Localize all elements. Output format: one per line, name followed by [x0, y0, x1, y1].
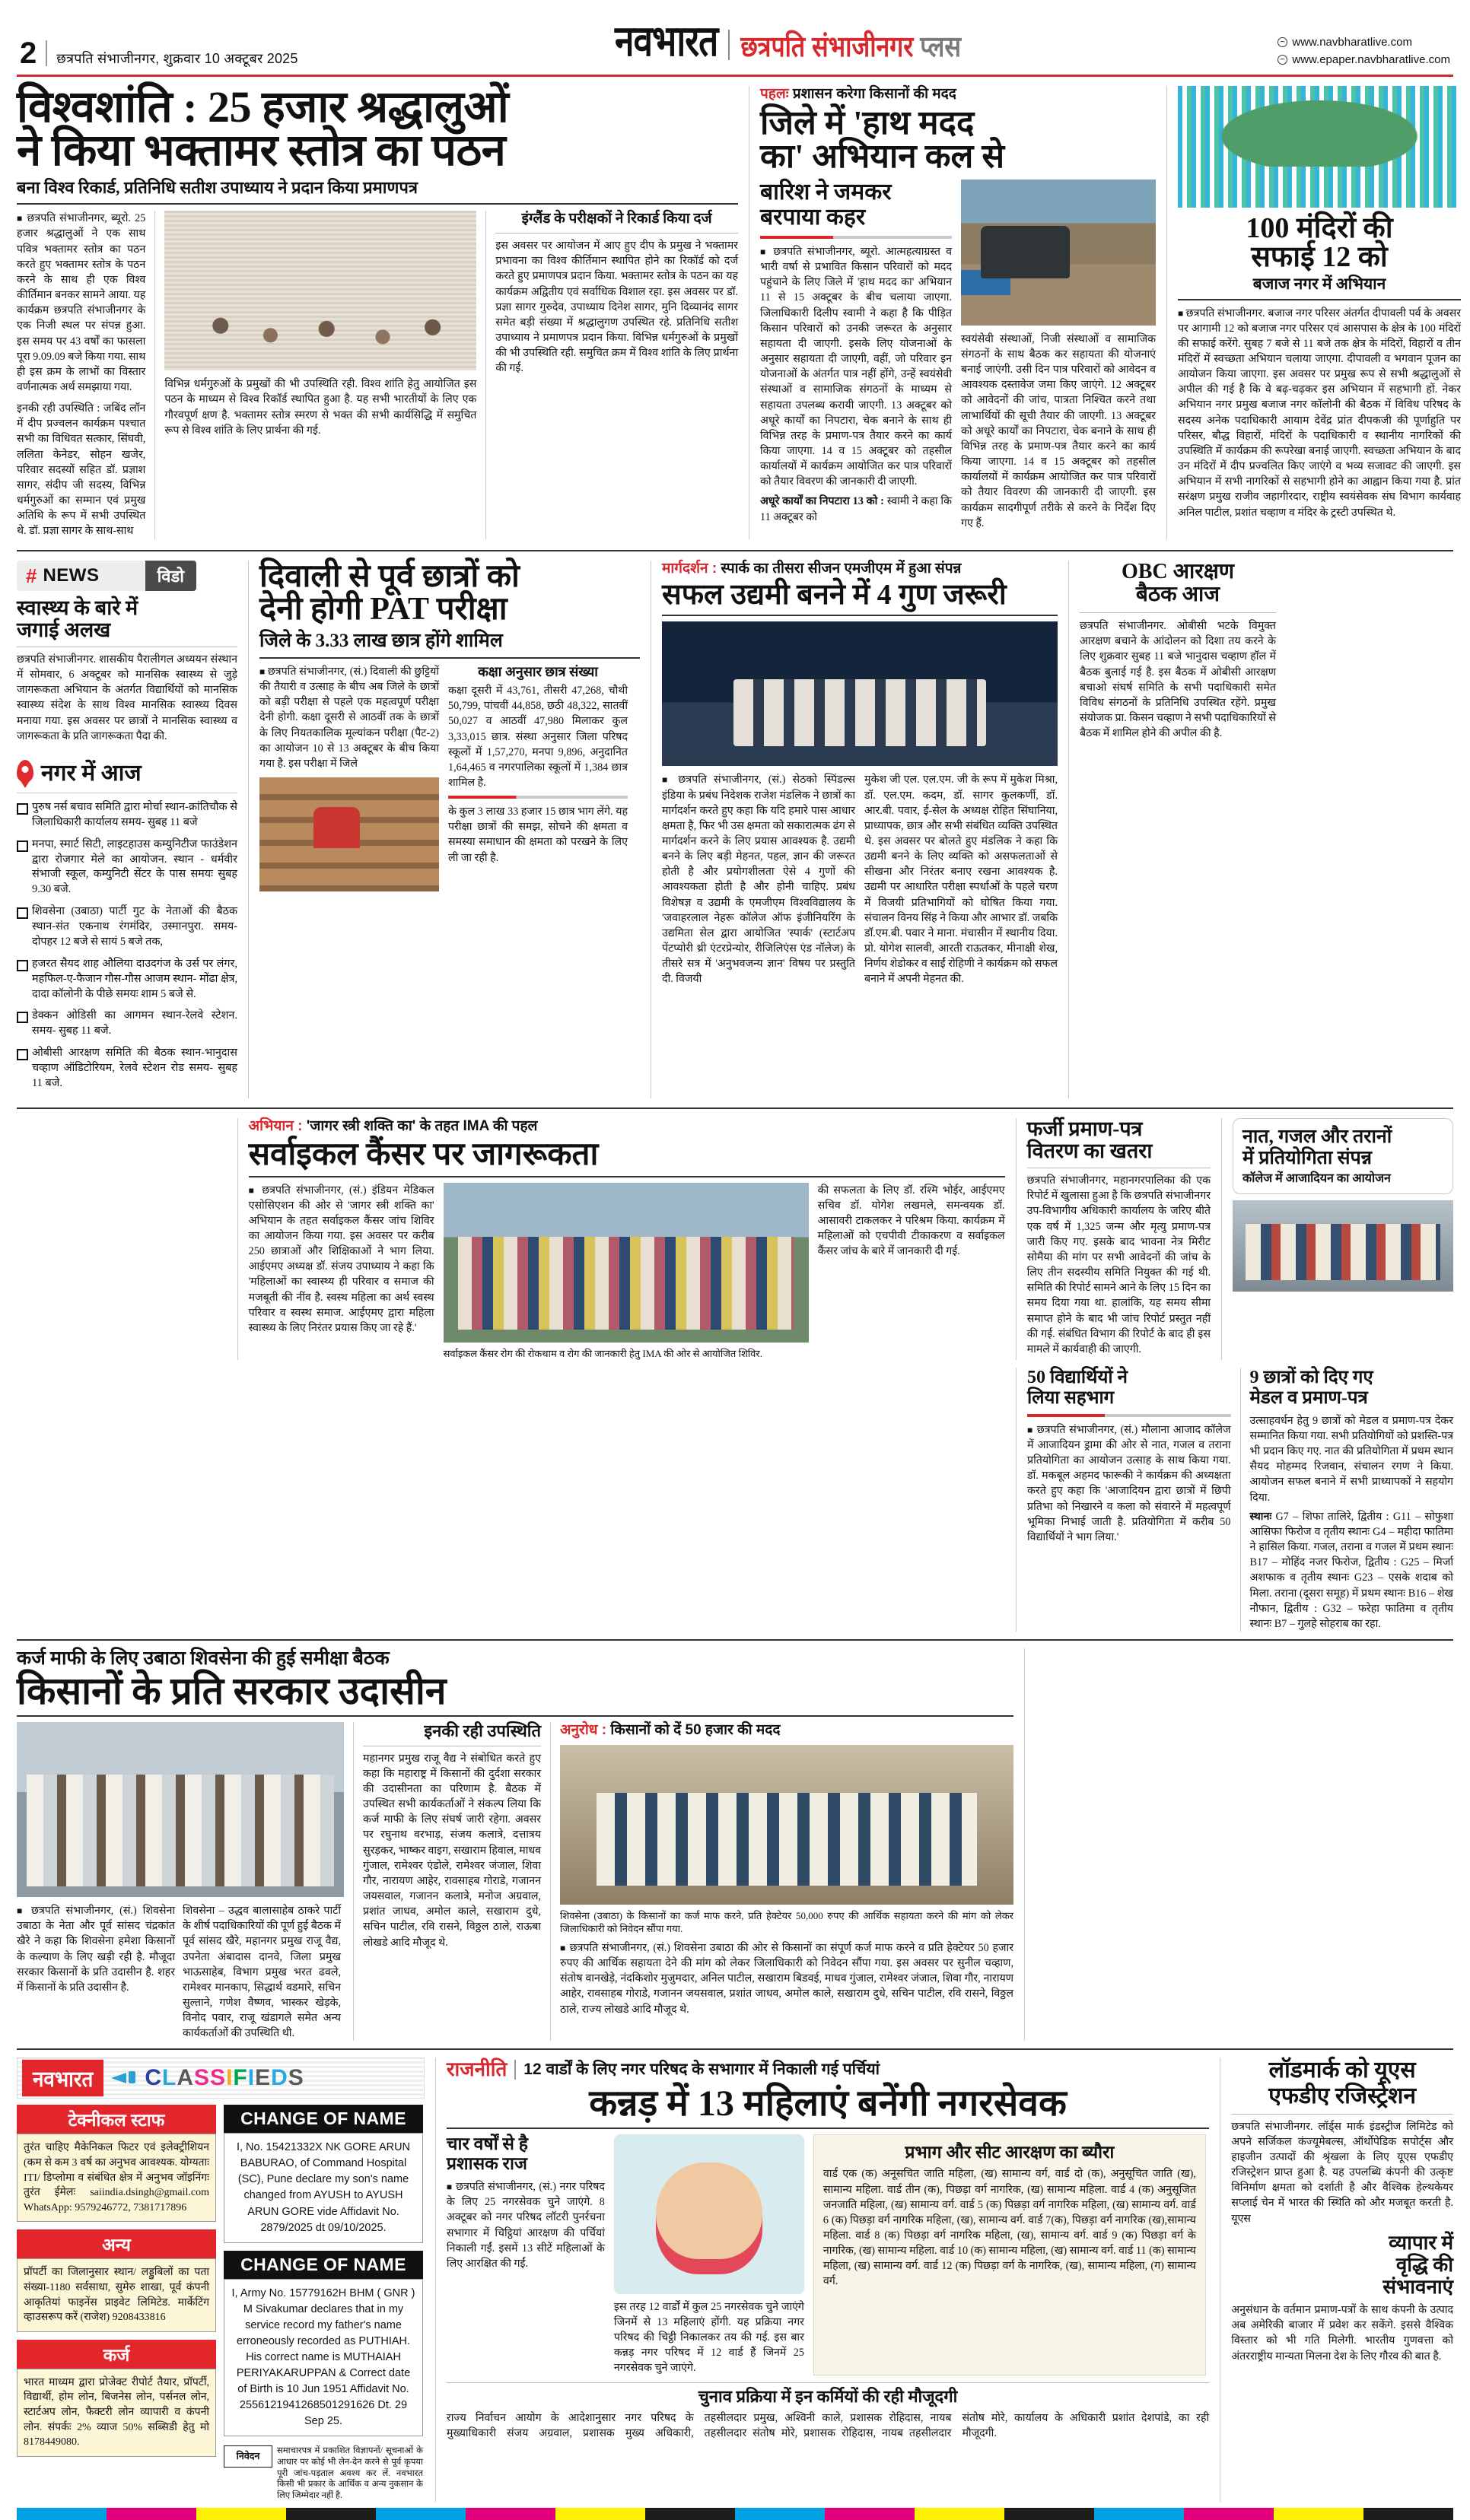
ima-photo-block: [444, 1183, 809, 1361]
pat-story: [259, 558, 640, 1098]
lead-story: [17, 82, 738, 539]
masthead-websites: [1278, 33, 1450, 69]
pat-col-1: [259, 664, 439, 898]
farmer-photo-block: [17, 1722, 344, 2041]
hand-help-bold-lead: अधूरे कार्यों का निपटारा 13 को :: [760, 495, 884, 508]
naat-photo: [1233, 1200, 1453, 1292]
obc-body: छत्रपति संभाजीनगर. ओबीसी भटके विमुक्त आरक्षण बचाने के आंदोलन को दिशा तय करने के लिए शुक्रवार सुबह 11 बजे भानुदास चव्हाण हॉल में बैठक बुलाई गई है. इस बैठक में ओबीसी आरक्षण बचाओ संघर्ष समिति के सभी पदाधिकारी समेत विविध संगठनों के प्रतिनिधि उपस्थित रहेंगे. प्रमुख संयोजक प्रा. किसन चव्हाण ने सभी पदाधिकारियों से बैठक में शामिल होने की अपील की है.: [1080, 620, 1276, 740]
tech-staff-body: तुरंत चाहिए मैकेनिकल फिटर एवं इलेक्ट्रीशियन (कम से कम 3 वर्ष का अनुभव आवश्यक. योग्यताः ITI/ डिप्लोमा व संबंधित क्षेत्र में अनुभव जॉइनिंगः तुरंत ईमेलः saiindia.dsingh@gmail.com WhatsApp: 9579246772, 7381717896: [17, 2134, 216, 2222]
temple-headline-line1: 100 मंदिरों की: [1246, 212, 1393, 244]
other-body: प्रॉपर्टी का जिलानुसार स्थान/ लड्डुबिलों का पता संख्या-1180 सर्वसाधा, सुमेरु शाखा, पूर्व कंपनी आकृतियां फाइनेंस प्राइवेट लिमिटेड. मार्केटिंग व्हाउसरूप करें (राजेश) 9208433816: [17, 2258, 216, 2331]
politics-kicker-text: 12 वार्डों के लिए नगर परिषद के सभागार में निकाली गई पर्चियां: [523, 2061, 880, 2079]
classifieds-section: [17, 2058, 425, 2502]
edition-plus: प्लस: [920, 30, 962, 63]
ward-box-title: प्रभाग और सीट आरक्षण का ब्यौरा: [905, 2142, 1115, 2162]
list-item: ओबीसी आरक्षण समिति की बैठक स्थान-भानुदास चव्हाण ऑडिटोरियम, रेलवे स्टेशन रोड समय- सुबह 11 बजे.: [17, 1046, 237, 1092]
naat-left-body: ■ छत्रपति संभाजीनगर, (सं.) मौलाना आजाद कॉलेज में आजादियन ड्रामा की ओर से नात, गजल व तराना प्रतियोगिता का आयोजन उत्साह के साथ किया गया. डॉ. मकबूल अहमद फारूकी ने कार्यक्रम की अध्यक्षता करते हुए कहा कि 'आजादियन द्वारा छात्रों में छिपी प्रतिभा को निखारने व कला को संवारने में महत्वपूर्ण भूमिका निभाई जाती है. प्रतियोगिता में करीब 50 विद्यार्थियों ने भाग लिया.': [1027, 1422, 1231, 1545]
today-header: [17, 756, 237, 787]
exam-photo: [259, 777, 439, 891]
health-body: छत्रपति संभाजीनगर. शासकीय पैरालीगल अध्ययन संस्थान में सोमवार, 6 अक्टूबर को मानसिक स्वास्थ्य से जुड़े जागरूकता अभियान के अंतर्गत विद्यार्थियों को मानसिक स्वास्थ्य संदेश के साथ विश्व मानसिक स्वास्थ्य दिवस मनाया गया. इस अवसर पर छात्रों ने मानसिक स्वास्थ्य व जागरूकता के प्रति जागरूकता पैदा की.: [17, 653, 237, 742]
fake-cert-body: छत्रपति संभाजीनगर, महानगरपालिका की एक रिपोर्ट में खुलासा हुआ है कि छत्रपति संभाजीनगर उप-विभागीय अधिकारी कार्यालय के जरिए बीते एक वर्ष में 1,325 जन्म और मृत्यु प्रमाण-पत्र जारी किए गए. इसके बाद भावना नेत्र मिरीट सोमैया की मांग पर सभी आवेदनों की जांच के लिए तीन सदस्यीय समिति नियुक्त की गई थी. समिति की रिपोर्ट सामने आने के लिए 15 दिन का समय दिया गया था. हालांकि, यह समय सीमा समाप्त होने के बाद भी जांच रिपोर्ट प्रस्तुत नहीं की गई. संबंधित विभाग की रिपोर्ट के बाद ही इस मामले में कार्यवाही की जाएगी.: [1026, 1174, 1211, 1355]
temple-story: [1178, 86, 1461, 539]
lead-photo: [164, 211, 476, 370]
naat-left: [1027, 1368, 1231, 1632]
politics-col1: ■ छत्रपति संभाजीनगर, (सं.) नगर परिषद के लिए 25 नगरसेवक चुने जाएंगे. 8 अक्टूबर को नगर परिषद लॉटरी पुनर्रचना सभागार में चिट्ठियां आरक्षण की पर्चियां निकाली गईं. इसमें 13 सीटें महिलाओं के लिए आरक्षित की गईं.: [447, 2179, 605, 2271]
website-main: www.navbharatlive.com: [1292, 35, 1412, 49]
news-video-badge[interactable]: [17, 561, 196, 591]
pat-col2-tail: के कुल 3 लाख 33 हजार 15 छात्र भाग लेंगे. यह परीक्षा छात्रों की समझ, सोचने की क्षमता व समस्या समाधान की क्षमता को परखने के लिए ली जा रही है.: [448, 806, 628, 864]
naat-results-body: G7 – शिफा तालिरे, द्वितीय : G11 – सोफुशा आसिफा फिरोज व तृतीय स्थानः G4 – महीदा फातिमा ने हासिल किया. गजल, तराना व गजल में प्रथम स्थानः B17 – मोहिंद नजर फिरोज, द्वितीय : G25 – मिर्जा अशफाक व तृतीय स्थानः G23 – एसके शदाब को मिला. तराना (दूसरा समूह) में प्रथम स्थानः B16 – शेख नौफान, द्वितीय : G32 – फरेहा फातिमा व तृतीय स्थानः B7 – गुलहे सोहराब का रहा.: [1249, 1510, 1453, 1630]
landmark-headline: लॉडमार्क को यूएस एफडीए रजिस्ट्रेशन: [1268, 2058, 1416, 2109]
ima-kicker-tag: अभियान :: [248, 1117, 303, 1134]
ima-col2: की सफलता के लिए डॉ. रश्मि भोईर, आईएमए सचिव डॉ. योगेश लखमले, समन्वयक डॉ. आसावरी टाकलकर ने परिश्रम किया. कार्यक्रम में महिलाओं को एचपीवी टीकाकरण व सर्वाइकल कैंसर जांच के बारे में जानकारी दी गई.: [817, 1184, 1005, 1258]
bottom-band: [17, 2058, 1453, 2502]
masthead-divider: [46, 40, 47, 66]
lead-subhead: बना विश्व रिकार्ड, प्रतिनिधि सतीश उपाध्याय ने प्रदान किया प्रमाणपत्र: [17, 177, 418, 197]
hand-help-kicker: [760, 86, 1156, 103]
loan-body: भारत माध्यम द्वारा प्रोजेक्ट रीपोर्ट तैयार, प्रॉपर्टी, विद्यार्थी, होम लोन, बिजनेस लोन, पर्सनल लोन, स्टार्टअप लोन, फैक्टरी लोन व्यापारी व कंपनी लोन. संपर्कः 2% व्याज 50% सब्सिडी हेतु मो 8178449080.: [17, 2369, 216, 2457]
globe-icon: [1278, 37, 1287, 47]
farmer-meeting-photo: [17, 1722, 344, 1897]
page-number: 2: [20, 37, 37, 70]
lead-photo-block: [164, 211, 476, 539]
politics-headline: कन्नड़ में 13 महिलाएं बनेंगी नगरसेवक: [589, 2083, 1067, 2124]
health-headline: स्वास्थ्य के बारे में जगाई अलख: [17, 596, 138, 642]
fake-cert-headline: फर्जी प्रमाण-पत्र वितरण का खतरा: [1026, 1117, 1153, 1163]
margdarshan-col1: ■ छत्रपति संभाजीनगर, (सं.) सेठको स्पिंडल्स इंडिया के प्रबंध निदेशक राजेश मंडलिक ने छात्रों का मार्गदर्शन करते हुए कहा कि यदि हमारे पास आधार क्षमता है, फिर भी उस क्षमता को सकारात्मक ढंग से मार्गदर्शन करने के लिए प्रयास आवश्यक है. उद्यमी बनने के लिए बड़ी मेहनत, पहल, ज्ञान की जरूरत होती है और प्रयोगशीलता ऐसे 4 गुणों की आवश्यकता होती है और होनी चाहिए. प्रबंध विशेषज्ञ व उद्यमी के एमजीएम विश्वविद्यालय के 'जवाहरलाल नेहरू कॉलेज ऑफ इंजीनियरिंग के उद्यमिता सेल द्वारा आयोजित 'स्पार्क' (स्टार्टअप पेंटप्योरी थ्री एंटरप्रेन्योर, रीजिलिएंस एंड नॉलेज) के तीसरे सत्र में 'अनुभवजन्य ज्ञान' विषय पर प्रस्तुति दी. विजयी: [662, 772, 855, 987]
hand-help-col1: ■ छत्रपति संभाजीनगर, ब्यूरो. आत्महत्याग्रस्त व भारी वर्षा से प्रभावित किसान परिवारों को मदद पहुंचाने के लिए जिले में 'हाथ मदद का' अभियान 11 से 15 अक्टूबर के बीच चलाया जाएगा. जिलाधिकारी दिलीप स्वामी ने कहा है कि पीड़ित किसान परिवारों को उनकी जरूरत के अनुसार सहायता दी जाएगी. इसके लिए योजनाओं के अनुसार सहायता दी जाएगी, वहीं, जो परिवार इन योजनाओं के अंतर्गत पात्र नहीं होंगे, उन्हें स्वयंसेवी संस्थाओं व सामाजिक संगठनों के माध्यम से सहायता उपलब्ध करायी जाएगी. 13 अक्टूबर को अधूरे कार्यों का निपटारा, चेक बनाने के साथ ही विभिन्न तरह के प्रमाण-पत्र तैयार करने का कार्य किया जाएगा. 14 व 15 अक्टूबर को तहसील कार्यालयों में कार्यक्रम आयोजित कर पात्र परिवारों को तैयार विवरण की जानकारी दी जाएगी.: [760, 244, 952, 490]
farmer-col1: ■ छत्रपति संभाजीनगर, (सं.) शिवसेना उबाठा के नेता और पूर्व सांसद चंद्रकांत खैरे ने कहा कि शिवसेना हमेशा किसानों के कल्याण के लिए खड़ी रही है. मौजूदा सरकार किसानों के प्रति उदासीन है. शहर में किसानों के प्रति उदासीन है.: [17, 1903, 175, 2041]
masthead: [17, 14, 1453, 72]
notice-head: निवेदन: [224, 2445, 272, 2468]
second-band: [17, 558, 1453, 1098]
news-badge-left: [17, 561, 145, 591]
pat-col-2: [448, 664, 628, 898]
change-of-name-head-1: CHANGE OF NAME: [224, 2105, 423, 2133]
politics-footer-head: चुनाव प्रक्रिया में इन कर्मियों की रही मौजूदगी: [698, 2387, 958, 2407]
temple-body: ■ छत्रपति संभाजीनगर. बजाज नगर परिसर अंतर्गत दीपावली पर्व के अवसर पर आगामी 12 को बजाज नगर परिसर एवं आसपास के क्षेत्र के 100 मंदिरों की सफाई करेंगे. सुबह 7 बजे से 11 बजे तक क्षेत्र के मंदिरों, विहारों व तीन मंदिरों में स्वच्छता अभियान चलाया जाएगा. दीपावली व भगवान पूजन का आयोजन किया जाएगा. इस अवसर पर प्रमुख रूप से सभी श्रद्धालुओं से अपील की गई है कि वे बढ़-चढ़कर इस अभियान में सहभागी हों. नेकर अभियान नगर प्रमुख बजाज नगर कॉलोनी की बैठक में विविध परिषद के सदस्य अनेक पदाधिकारी आयाम देवेंद्र प्रांत दीपकजी की पूर्णाहुति पर परिसर, बौद्ध विहारों, मंदिरों के पदाधिकारी व स्थानीय नागरिकों की उपस्थिति में कार्यक्रम की रूपरेखा बनाई जाएगी. स्वच्छता अभियान के बाद उन मंदिरों में दीप प्रज्वलित किए जाएंगे व भव्य सजावट की जाएगी. इस अभियान में सभी नागरिकों से सहभागी होने का आह्वान किया गया है. प्रांत सरंक्षण प्रमुख राजीव जहागीरदार, राष्ट्रीय स्वयंसेवक संघ विभाग कार्यवाह अनिल पाटील, प्रशांत चव्हाण व मंदिर के ट्रस्टी उपस्थित थे.: [1178, 306, 1461, 520]
hand-help-col1-tail: स्वामी ने कहा कि 11 अक्टूबर को: [760, 495, 952, 523]
naat-headline: नात, गजल और तरानों में प्रतियोगिता संपन्न: [1242, 1126, 1392, 1168]
brand-logo: नवभारत: [614, 16, 718, 65]
website-epaper: www.epaper.navbharatlive.com: [1292, 52, 1450, 66]
classifieds-col-2: [224, 2105, 423, 2502]
naat-left-headline: 50 विद्यार्थियों ने लिया सहभाग: [1027, 1368, 1128, 1408]
loan-head: कर्ज: [17, 2340, 216, 2369]
hand-help-kicker-tag: पहलः: [760, 86, 789, 102]
dateline: छत्रपति संभाजीनगर, शुक्रवार 10 अक्टूबर 2025: [56, 51, 298, 66]
naat-box: [1233, 1118, 1453, 1194]
ima-caption: सर्वाइकल कैंसर रोग की रोकथाम व रोग की जानकारी हेतु IMA की ओर से आयोजित शिविर.: [443, 1347, 762, 1359]
landmark-body: छत्रपति संभाजीनगर. लॉर्ड्स मार्क इंडस्ट्रीज लिमिटेड को अपने सर्जिकल कंज्यूमेबल्स, ऑर्थोपेडिक सपोर्ट्स और हाइजीन उत्पादों की श्रृंखला के लिए यूएस एफडीए रजिस्ट्रेशन प्राप्त हुआ है. यह उपलब्धि कंपनी की उत्कृष्ट विनिर्माण क्षमता को दर्शाती है और वैश्विक हेल्थकेयर सप्लाई चेन में भारत की स्थिति को और मजबूत करती है. यूएस: [1231, 2120, 1453, 2225]
stage-photo: [662, 621, 1058, 766]
margdarshan-story: [662, 561, 1058, 1098]
temple-subhead: बजाज नगर में अभियान: [1252, 275, 1386, 293]
ima-group-photo: [444, 1183, 809, 1343]
change-of-name-body-2: I, Army No. 15779162H BHM ( GNR ) M Sivakumar declares that in my service record my father's name erroneously recorded as PUTHIAH. His correct name is MUTHAIAH PERIYAKARUPPAN & Correct date of Birth is 10 Jun 1951 Affidavit No. 2556121941268501291626 Dt. 29 Sep 25.: [224, 2279, 423, 2436]
change-of-name-body-1: I, No. 15421332X NK GORE ARUN BABURAO, of Command Hospital (SC), Pune declare my son's name changed from AYUSH to AYUSH ARUN GORE vide Affidavit No. 2879/2025 dt 09/10/2025.: [224, 2133, 423, 2242]
request-kicker-text: किसानों को दें 50 हजार की मदद: [610, 1722, 781, 1739]
farmer-kicker: कर्ज माफी के लिए उबाठा शिवसेना की हुई समीक्षा बैठक: [17, 1648, 390, 1670]
list-item: शिवसेना (उबाठा) पार्टी गुट के नेताओं की बैठक स्थान-संत एकनाथ रंगमंदिर, उस्मानपुरा. समय- दोपहर 12 बजे से सायं 5 बजे तक,: [17, 904, 237, 950]
change-of-name-head-2: CHANGE OF NAME: [224, 2251, 423, 2279]
lead-photo-caption: विभिन्न धर्मगुरुओं के प्रमुखों की भी उपस्थिति रही. विश्व शांति हेतु आयोजित इस पठन के माध्यम से विश्व रिकॉर्ड स्थापित हुआ है. यह सभी भारतीयों के लिए एक गौरवपूर्ण क्षण है. भक्तामर स्तोत्र स्मरण से भक्त की सभी कार्यसिद्धि में समुचित रूप से विश्व शांति के लिए प्रार्थना की गई.: [164, 378, 477, 437]
request-kicker-tag: अनुरोध :: [560, 1722, 607, 1739]
masthead-left: [20, 38, 298, 68]
right-rail-tail: [1036, 1648, 1453, 2041]
hand-help-headline-line1: जिले में 'हाथ मदद: [760, 103, 975, 141]
request-story: [560, 1722, 1013, 2041]
notice-body: समाचारपत्र में प्रकाशित विज्ञापनों/ सूचनाओं के आधार पर कोई भी लेन-देन करने से पूर्व कृपया पूरी जांच-पड़ताल अवश्य कर लें. नवभारत किसी भी प्रकार के आर्थिक व अन्य नुकसान के लिए जिम्मेदार नहीं है.: [277, 2445, 423, 2501]
pat-subhead: जिले के 3.33 लाख छात्र होंगे शामिल: [259, 630, 503, 651]
naat-story: [1233, 1118, 1453, 1360]
request-kicker: [560, 1722, 1013, 1740]
lead-para-2: इनकी रही उपस्थिति : जबिंद लॉन में दीप प्रज्वलन कार्यक्रम पश्चात सभी का विधिवत सत्कार, सिंघवी, ललिता केनेडर, सोहन खजेर, परिवार सदस्यों सहित डॉ. प्रज्ञाश सागर, संदीप जी सदस्य, विभिन्न धर्मगुरुओं का सम्मान एवं प्रमुख अतिथि के रूप में सभी उपस्थित थे. डॉ. प्रज्ञा सागर के साथ-साथ: [17, 402, 146, 538]
lead-para-1: ■ छत्रपति संभाजीनगर, ब्यूरो. 25 हजार श्रद्धालुओं ने एक साथ पवित्र भक्तामर स्तोत्र का पठन करते हुए भक्तामर स्तोत्र के पठन करने के साथ ही एक विश्व कीर्तिमान बनकर सामने आया. यह कार्यक्रम छत्रपति संभाजीनगर के एक निजी स्थल पर संपन्न हुआ. इस समय पर 43 वर्षों का फासला पूरा 9.09.09 बजे किया गया. साथ ही इस क्रम के लाभों का विस्तार वर्णनात्मक अर्थ समझाया गया.: [17, 211, 145, 395]
hand-help-col2: स्वयंसेवी संस्थाओं, निजी संस्थाओं व सामाजिक संगठनों के साथ बैठक कर सहायता की योजनाएं बनाई जाएंगी. उसी दिन पात्र परिवारों को आवेदन व आवश्यक दस्तावेज जमा किए जाएंगे. 12 अक्टूबर को आवेदनों की जांच, पात्रता निश्चित करने तथा लाभार्थियों की सूची तैयार की जाएगी. 13 अक्टूबर को अधूरे कार्यों का निपटारा, चेक बनाने के साथ ही विभिन्न तरह के प्रमाण-पत्र तैयार करने का कार्य किया जाएगा. 14 व 15 अक्टूबर को तहसील कार्यालयों में कार्यक्रम आयोजित कर पात्र परिवारों को तैयार विवरण की जानकारी दी जाएगी. इस कार्यक्रम सादगीपूर्ण तरीके से करने के निर्देश दिए गए हैं.: [961, 332, 1156, 529]
margdarshan-kicker: [662, 561, 1058, 578]
masthead-red-rule: [17, 75, 1453, 77]
list-item: मनपा, स्मार्ट सिटी, लाइटहाउस कम्युनिटीज फाउंडेशन द्वारा रोजगार मेले का आयोजन. स्थान - धर्मवीर संभाजी स्कूल, कम्युनिटी सेंटर के पास समयः सुबह 9.30 बजे.: [17, 837, 237, 898]
politics-cartoon-block: [614, 2134, 804, 2376]
top-band: [17, 82, 1461, 539]
fifth-band: [17, 1648, 1453, 2041]
politics-story: [447, 2058, 1209, 2502]
naat-right-headline: 9 छात्रों को दिए गए मेडल व प्रमाण-पत्र: [1249, 1368, 1373, 1408]
masthead-brand-block: [298, 16, 1278, 68]
lead-sub-headline: इंग्लैंड के परीक्षकों ने रिकार्ड किया दर्ज: [521, 211, 712, 227]
naat-results-title: स्थानः: [1249, 1510, 1272, 1523]
hand-help-right: [961, 180, 1156, 531]
edition-name: [740, 27, 961, 65]
landmark-subhead: व्यापार में वृद्धि की संभावनाएं: [1382, 2231, 1453, 2298]
farmer-headline: किसानों के प्रति सरकार उदासीन: [17, 1670, 447, 1713]
request-photo: [560, 1745, 1013, 1905]
ima-kicker-text: 'जागर स्त्री शक्ति का' के तहत IMA की पहल: [306, 1117, 538, 1134]
temple-headline-line2: सफाई 12 को: [1251, 241, 1388, 273]
color-registration-bar: [17, 2508, 1453, 2520]
naat-subhead: कॉलेज में आजादियन का आयोजन: [1242, 1171, 1391, 1185]
farmer-story: [17, 1648, 1013, 2041]
lead-headline: [17, 82, 738, 175]
request-caption: शिवसेना (उबाठा) के किसानों का कर्ज माफ करने, प्रति हेक्टेयर 50,000 रुपए की आर्थिक सहायता करने की मांग को लेकर जिलाधिकारी को निवेदन सौंपा गया.: [560, 1909, 1013, 1935]
hand-help-headline: [760, 103, 1156, 175]
website-line-1[interactable]: [1278, 33, 1450, 51]
lead-headline-line1: विश्वशांति : 25 हजार श्रद्धालुओं: [17, 82, 509, 132]
edition-label: छत्रपति संभाजीनगर: [740, 30, 914, 63]
farmer-box-body: महानगर प्रमुख राजू वैद्य ने संबोधित करते हुए कहा कि महाराष्ट्र में किसानों की दुर्दशा सरकार की उदासीनता का परिणाम है. बैठक में उपस्थित सभी कार्यकर्ताओं ने संकल्प लिया कि कर्ज माफी के लिए संघर्ष जारी रहेगा. अवसर पर रघुनाथ वरभाड़, संजय कलात्रे, दत्तात्रय सुरड़कर, भाष्कर वाइग, सखाराम हिवाल, माधव गुंजाल, रामेश्वर एंडोले, रामेश्वर जंजाल, शिवा गौर, नारायण आहेर, रावसाहब गोराडे, गजानन जयसवाल, गजानन कलात्रे, मनोज अग्रवाल, प्रशांत जाधव, अमोल काले, सखाराम दुधे, सचिन पाटील, रवि रासने, विठ्ठल ठाले, राऊबा लोखडे आदि मौजूद थे.: [363, 1752, 541, 1949]
pat-headline: [259, 558, 640, 628]
ima-col1: ■ छत्रपति संभाजीनगर, (सं.) इंडियन मेडिकल एसोसिएशन की ओर से 'जागर स्त्री शक्ति का' अभियान के तहत सर्वाइकल कैंसर जांच शिविर का आयोजन किया गया. इस अवसर पर करीब 250 छात्राओं और शिक्षिकाओं ने भाग लिया. आईएमए अध्यक्ष डॉ. संजय उपाध्याय ने कहा कि 'महिलाओं का स्वास्थ्य ही परिवार व समाज की मजबूती की नींव है. स्वस्थ महिला का अर्थ स्वस्थ परिवार व स्वस्थ समाज. आईएमए द्वारा महिला स्वास्थ्य के लिए निरंतर प्रयास किए जा रहे हैं.': [249, 1183, 434, 1361]
hand-help-story: [760, 86, 1156, 539]
ima-kicker: [249, 1118, 1005, 1136]
left-rail: [17, 561, 237, 1098]
list-item: डेक्कन ओडिसी का आगमन स्थान-रेलवे स्टेशन. समय- सुबह 11 बजे.: [17, 1009, 237, 1039]
lead-col3-body: इस अवसर पर आयोजन में आए हुए दीप के प्रमुख ने भक्तामर प्रभावना का विश्व कीर्तिमान स्थापित होने का रिकॉर्ड को दर्ज करते हुए प्रमाणपत्र प्रदान किया. भक्तामर स्तोत्र के पठन का यह कार्यक्रम अद्वितीय एवं सर्वाधिक विशाल रहा. इस अवसर पर डॉ. प्रज्ञा सागर गुरुदेव, उपाध्याय दिनेश सागर, मुनि दिव्यानंद सागर समेत बड़ी संख्या में श्रद्धालुगण उपस्थित रहे. प्रतिनिधि सतीश उपाध्याय ने प्रमाणपत्र प्रदान किया. विभिन्न धर्मगुरुओं के प्रमुखों की भी उपस्थिति रही. समुचित क्रम में विश्व शांति के लिए प्रार्थना की गई.: [495, 240, 738, 375]
pat-headline-line2: देनी होगी PAT परीक्षा: [259, 592, 508, 628]
ward-box-body: वार्ड एक (क) अनूसचित जाति महिला, (ख) सामान्य वर्ग, वार्ड दो (क), अनुसूचित जाति (ख), सामान्य महिला. वार्ड तीन (क), पिछड़ा वर्ग नागरिक, (ख) सामान्य महिला. वार्ड 4 (क) अनुसूजित जनजाति महिला, (ख) सामान्य वर्ग. वार्ड 5 (क) पिछड़ा वर्ग नागरिक महिला, (ख) सामान्य वर्ग. वार्ड 6 (क) पिछड़ा वर्ग नागरिक महिला, (ख), सामान्य वर्ग. वार्ड 7(क), पिछड़ा वर्ग नागरिक (ख),सामान्य महिला. वार्ड 8 (क) पिछड़ा वर्ग नागरिक महिला, (ख), सामान्य वर्ग. वार्ड 9 (क) पिछड़ा वर्ग के नागरिक, (ख) सामान्य महिला. वार्ड 10 (क) सामान्य महिला, (ख) सामान्य वर्ग. वार्ड 11 (क) सामान्य महिला, (ख) सामान्य वर्ग. वार्ड 12 (क) पिछड़ा वर्ग के नागरिक, (ख), सामान्य महिला, (ग) सामान्य वर्ग.: [822, 2168, 1196, 2288]
margdarshan-kicker-text: स्पार्क का तीसरा सीजन एमजीएम में हुआ संपन्न: [721, 560, 962, 577]
landmark-sub-body: अनुसंधान के वर्तमान प्रमाण-पत्रों के साथ कंपनी के उत्पाद अब अमेरिकी बाजार में प्रवेश कर सकेंगे. इससे वैश्विक विस्तार को भी गति मिलेगी. भारतीय गुणवत्ता को अंतरराष्ट्रीय मान्यता मिलना देश के लिए गौरव की बात है.: [1231, 2304, 1453, 2363]
politics-left: [447, 2134, 605, 2376]
notice-block: [224, 2445, 423, 2503]
lead-headline-line2: ने किया भक्तामर स्तोत्र का पठन: [17, 125, 506, 175]
politics-cartoon: [614, 2134, 804, 2294]
tech-staff-head: टेक्नीकल स्टाफ: [17, 2105, 216, 2134]
politics-subhead: चार वर्षों से है प्रशासक राज: [446, 2134, 528, 2173]
politics-footer-body: राज्य निर्वाचन आयोग के आदेशानुसार नगर परिषद के मुख्याधिकारी संजय अग्रवाल, प्रशासक मुख्य अधिकारी, तहसीलदार प्रमुख, अश्विनी काले, प्रशासक रोहिदास, नायब तहसीलदार संतोष मोरे, प्रशासक रोहिदास, नायब तहसीलदार संतोष मोरे, कार्यालय के अधिकारी प्रशांत देशपांडे, का रही मौजूदगी.: [446, 2412, 1210, 2440]
classifieds-col-1: [17, 2105, 216, 2502]
landmark-story: [1231, 2058, 1453, 2502]
location-pin-icon: [17, 760, 33, 783]
temple-headline: [1178, 214, 1461, 272]
farmer-presence-box: [363, 1722, 541, 2041]
list-item: हजरत सैयद शाह औलिया दाउदगंज के उर्स पर लंगर, महफिल-ए-फैजान गौस-गौस आजम स्थान- मोंढा क्षेत्र, दादा कॉलोनी के पीछे समयः शाम 5 बजे से.: [17, 957, 237, 1003]
ima-headline: सर्वाइकल कैंसर पर जागरूकता: [248, 1136, 599, 1172]
megaphone-icon: [111, 2070, 137, 2086]
obc-headline: OBC आरक्षण बैठक आज: [1121, 559, 1235, 607]
ward-reservation-box: [813, 2134, 1206, 2376]
margdarshan-headline: सफल उद्यमी बनने में 4 गुण जरूरी: [662, 579, 1007, 612]
farmer-box-title: इनकी रही उपस्थिति: [424, 1721, 541, 1741]
other-head: अन्य: [17, 2229, 216, 2258]
globe-icon: [1278, 55, 1287, 65]
naat-results-band: [1027, 1368, 1453, 1632]
video-label: विडो: [145, 561, 196, 591]
today-list: [17, 800, 237, 1092]
naat-right: [1250, 1368, 1454, 1632]
list-item: पुरुष नर्स बचाव समिति द्वारा मोर्चा स्थान-क्रांतिचौक से जिलाधिकारी कार्यालय समय- सुबह 11 बजे: [17, 800, 237, 831]
pat-col1-text: छत्रपति संभाजीनगर, (सं.) दिवाली की छुट्टियों की तैयारी व उत्साह के बीच अब जिले के छात्रों को बड़ी परीक्षा से पहले एक महत्वपूर्ण परीक्षा देनी होगी. कक्षा दूसरी से आठवीं तक के छात्रों के लिए नियतकालिक मूल्यांकन परीक्षा (पैट-2) का आयोजन 10 से 13 अक्टूबर के बीच किया गया है. इस परीक्षा में जिले: [259, 665, 439, 770]
obc-story: [1080, 561, 1276, 1098]
temple-meeting-photo: [1178, 86, 1461, 208]
today-title: नगर में आज: [41, 760, 142, 786]
pat-table-title: कक्षा अनुसार छात्र संख्या: [478, 663, 598, 679]
third-band: [17, 1118, 1453, 1360]
ima-story: [249, 1118, 1005, 1360]
pat-headline-line1: दिवाली से पूर्व छात्रों को: [259, 558, 520, 594]
margdarshan-kicker-tag: मार्गदर्शन :: [662, 560, 718, 577]
flood-photo: [961, 180, 1156, 326]
politics-kicker: [447, 2058, 1209, 2081]
lead-col-1: [17, 211, 145, 539]
margdarshan-col2: मुकेश जी एल. एल.एम. जी के रूप में मुकेश मिश्रा, डॉ. एल.एम. कदम, डॉ. सागर कुलकर्णी, डॉ. आर.बी. पवार, ई-सेल के अध्यक्ष रोहित सिंघानिया, प्राध्यापक, छात्र और सभी संबंधित व्यक्ति उपस्थित थे. इस अवसर पर बोलते हुए मंडलिक ने कहा कि उद्यमी बनने के लिए व्यक्ति को असफलताओं से सीखना और निरंतर बनाए रखना आवश्यक है. उद्यमी पर आधारित परीक्षा स्पर्धाओं के पहले चरण में विजयी प्रतिभागियों को घोषित किया गया. संचालन विनय सिंह ने किया और आभार डॉ. जबकि डॉ.एम.बी. पवार ने माना. मंचासीन में स्थानीय दिया. प्रो. योगेश सालवी, आरती राऊतकर, मीनाक्षी शेख, निर्णय शेडोकर व साईं रोहिणी ने कार्यक्रम को सफल बनाने में अपनी मेहनत की.: [864, 774, 1058, 986]
classifieds-word: C L A S S I F I E D S: [145, 2065, 304, 2091]
brand-divider: [728, 30, 730, 60]
fourth-band: [17, 1368, 1453, 1632]
lead-col-3: [495, 211, 738, 539]
naat-right-body: उत्साहवर्धन हेतु 9 छात्रों को मेडल व प्रमाण-पत्र देकर सम्मानित किया गया. सभी प्रतियोगियों को प्रशस्ति-पत्र भी प्रदान किए गए. नात की प्रतियोगिता में प्रथम स्थान सैयद मोहम्मद रिजवान, संचालन रगण ने किया. आयोजन सफल बनाने में सभी प्राध्यापकों ने सहयोग दिया.: [1249, 1414, 1453, 1504]
classifieds-brand: नवभारत: [22, 2060, 103, 2096]
farmer-col2: शिवसेना – उद्धव बालासाहेब ठाकरे पार्टी के शीर्ष पदाधिकारियों की पूर्ण हुई बैठक में पूर्व सांसद खैरे, महानगर प्रमुख राजू वैद्य, उपनेता अंबादास दानवे, जिला प्रमुख भाऊसाहेब, विभाग प्रमुख भरत ढवले, रामेश्वर मानकाप, सिद्धार्थ वडमारे, सचिन सुल्ताने, गणेश वैष्णव, भास्कर खेड़के, विनोद पवार, राजू खंडागले समेत अन्य कार्यकर्ताओं की उपस्थिति थी.: [183, 1905, 341, 2040]
today-section: [17, 756, 237, 1092]
hand-help-kicker-text: प्रशासन करेगा किसानों की मदद: [792, 86, 956, 102]
hash-icon: #: [26, 564, 37, 587]
request-body: ■ छत्रपति संभाजीनगर, (सं.) शिवसेना उबाठा की ओर से किसानों का संपूर्ण कर्ज माफ करने व प्रति हेक्टेयर 50 हजार रुपए की आर्थिक सहायता देने की मांग को लेकर जिलाधिकारी को निवेदन सौंपा गया. इस अवसर पर सुनील चव्हाण, संतोष वानखेड़े, नंदकिशोर मुजुमदार, अनिल पाटील, सखाराम बिडवई, माधव गुंजाल, रामेश्वर जंजाल, शिवा गौर, नारायण आहेर, रावसाहब गोराडे, गजानन जयसवाल, प्रशांत जाधव, अमोल काले, सखाराम दुधे, सचिन पाटील, रवि रासने, विठ्ठल ठाले, राज्य लोखडे आदि मौजूद थे.: [560, 1940, 1013, 2017]
classifieds-header: [17, 2058, 425, 2099]
hand-help-subhead: बारिश ने जमकर बरपाया कहर: [760, 179, 892, 230]
fake-cert-story: [1027, 1118, 1211, 1360]
pat-table-body: कक्षा दूसरी में 43,761, तीसरी 47,268, चौथी 50,799, पांचवीं 44,858, छठी 48,322, सातवीं 50,027 व आठवीं 47,980 मिलाकर कुल 3,33,015 छात्र. संस्था अनुसार जिला परिषद स्कूलों में 1,57,270, मनपा 9,896, अनुदानित 1,64,465 व नगरपालिका स्कूलों में 1,384 छात्र शामिल है.: [448, 685, 628, 789]
hand-help-left: [760, 180, 952, 531]
website-line-2[interactable]: [1278, 51, 1450, 68]
politics-kicker-divider: [514, 2060, 516, 2080]
politics-col2: इस तरह 12 वार्डों में कुल 25 नगरसेवक चुने जाएंगे जिनमें से 13 महिलाएं होंगी. यह प्रक्रिया नगर परिषद की चिट्ठी निकालकर तय की गई. इस बार कन्नड़ नगर परिषद में 12 वार्ड हैं जिनमें 25 नगरसेवक चुने जाएंगे.: [613, 2300, 804, 2375]
hand-help-headline-line2: का' अभियान कल से: [760, 137, 1005, 175]
news-label: NEWS: [43, 564, 100, 586]
politics-kicker-tag: राजनीति: [446, 2058, 508, 2081]
